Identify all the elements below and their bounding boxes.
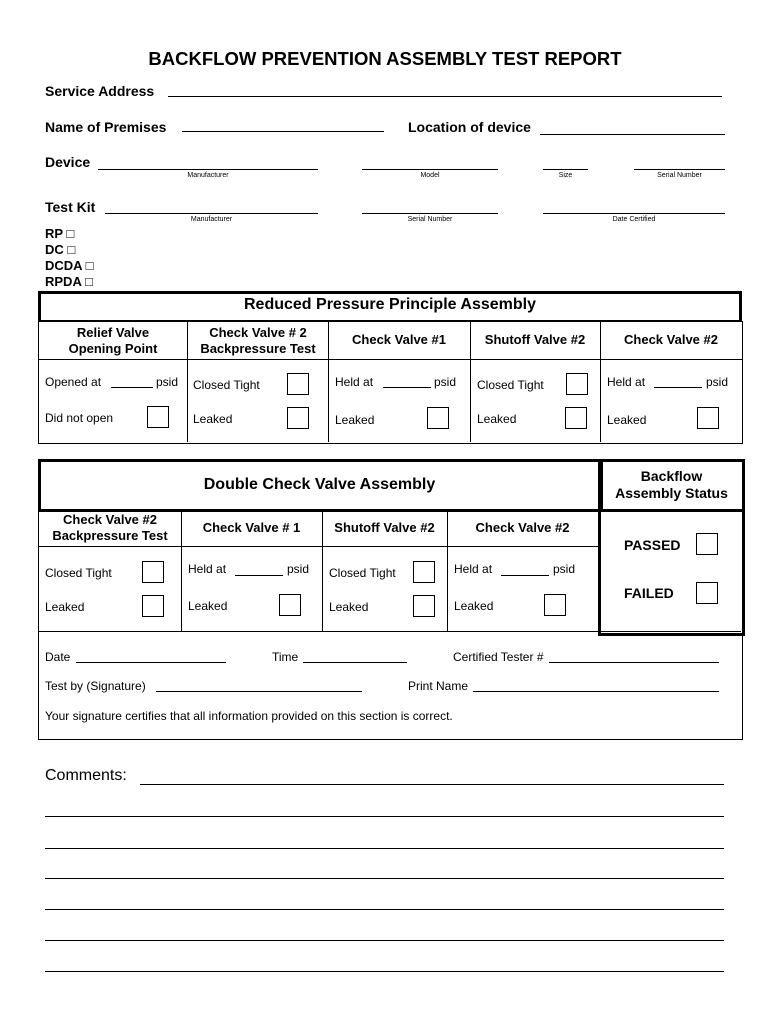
dc-cv2-closed-tight-label: Closed Tight — [45, 566, 112, 580]
dc-cv2-closed-tight-checkbox[interactable] — [142, 561, 164, 583]
rp-cv2-held-at-label: Held at — [607, 375, 646, 389]
rp-cv1-held-at-field[interactable] — [383, 387, 431, 388]
dc-cv1-leaked-checkbox[interactable] — [279, 594, 301, 616]
location-of-device-label: Location of device — [408, 119, 531, 135]
test-kit-label: Test Kit — [45, 199, 96, 215]
rp-cv2-leaked-label: Leaked — [193, 412, 233, 426]
passed-checkbox[interactable] — [696, 533, 718, 555]
rp-col1-header — [38, 325, 188, 357]
device-manufacturer-caption: Manufacturer — [187, 172, 229, 179]
certified-tester-field[interactable] — [549, 662, 719, 663]
status-title-line1: Backflow — [640, 468, 703, 484]
device-manufacturer-field[interactable] — [98, 169, 318, 170]
dc-cv2b-held-at-label: Held at — [454, 562, 493, 576]
rp-col4-header: Shutoff Valve #2 — [484, 332, 586, 347]
rp-col2-header-line2: Backpressure Test — [200, 341, 316, 356]
type-dc-checkbox[interactable]: DC □ — [45, 242, 76, 257]
dc-title: Double Check Valve Assembly — [203, 476, 436, 493]
dc-sv2-leaked-label: Leaked — [329, 600, 369, 614]
print-name-label: Print Name — [408, 679, 469, 693]
comments-line[interactable] — [45, 816, 724, 817]
rp-header-divider — [38, 359, 742, 360]
dc-cv2b-leaked-label: Leaked — [454, 599, 494, 613]
test-kit-manufacturer-caption: Manufacturer — [190, 216, 233, 223]
dc-col4-header: Check Valve #2 — [475, 520, 570, 535]
type-dcda-checkbox[interactable]: DCDA □ — [45, 258, 94, 273]
page-title: BACKFLOW PREVENTION ASSEMBLY TEST REPORT — [148, 48, 622, 69]
device-model-caption: Model — [420, 172, 440, 179]
rp-col2-header-line1: Check Valve # 2 — [209, 325, 307, 340]
test-kit-manufacturer-field[interactable] — [105, 213, 318, 214]
comments-line[interactable] — [140, 784, 724, 785]
dc-cv2-leaked-checkbox[interactable] — [142, 595, 164, 617]
rp-col1-header-line1: Relief Valve — [76, 325, 150, 340]
certified-tester-label: Certified Tester # — [453, 650, 544, 664]
dc-sv2-closed-tight-label: Closed Tight — [329, 566, 396, 580]
date-field[interactable] — [76, 662, 226, 663]
status-title — [598, 468, 745, 502]
comments-line[interactable] — [45, 909, 724, 910]
time-field[interactable] — [303, 662, 407, 663]
test-kit-serial-field[interactable] — [362, 213, 498, 214]
test-kit-date-caption: Date Certified — [612, 216, 656, 223]
comments-label: Comments: — [45, 767, 127, 784]
rp-cv1-leaked-checkbox[interactable] — [427, 407, 449, 429]
test-by-label: Test by (Signature) — [45, 679, 146, 693]
date-label: Date — [45, 650, 71, 664]
rp-opened-at-label: Opened at — [45, 375, 102, 389]
rp-sv2-leaked-checkbox[interactable] — [565, 407, 587, 429]
comments-line[interactable] — [45, 878, 724, 879]
rp-cv1-held-at-label: Held at — [335, 375, 374, 389]
status-title-line2: Assembly Status — [615, 485, 728, 501]
type-rpda-checkbox[interactable]: RPDA □ — [45, 274, 93, 289]
dc-sv2-leaked-checkbox[interactable] — [413, 595, 435, 617]
rp-sv2-leaked-label: Leaked — [477, 412, 517, 426]
rp-opened-at-unit: psid — [156, 375, 179, 389]
type-rp-checkbox[interactable]: RP □ — [45, 226, 75, 241]
dc-col1-header-line2: Backpressure Test — [52, 528, 168, 543]
failed-checkbox[interactable] — [696, 582, 718, 604]
service-address-label: Service Address — [45, 83, 155, 99]
device-serial-field[interactable] — [634, 169, 725, 170]
comments-line[interactable] — [45, 848, 724, 849]
passed-label: PASSED — [624, 537, 681, 553]
dc-header-divider — [38, 546, 598, 547]
rp-title: Reduced Pressure Principle Assembly — [244, 296, 536, 313]
service-address-field[interactable] — [168, 96, 722, 97]
rp-cv1-held-at-unit: psid — [434, 375, 457, 389]
rp-cv2-held-at-unit: psid — [706, 375, 729, 389]
test-by-signature-field[interactable] — [156, 691, 362, 692]
dc-cv2b-leaked-checkbox[interactable] — [544, 594, 566, 616]
dc-cv2b-held-at-unit: psid — [553, 562, 576, 576]
rp-cv2-leaked-checkbox[interactable] — [287, 407, 309, 429]
rp-cv2-closed-tight-label: Closed Tight — [193, 378, 260, 392]
rp-cv2-held-at-field[interactable] — [654, 387, 702, 388]
test-kit-date-field[interactable] — [543, 213, 725, 214]
name-of-premises-label: Name of Premises — [45, 119, 167, 135]
device-label: Device — [45, 154, 91, 170]
location-of-device-field[interactable] — [540, 134, 725, 135]
test-kit-serial-caption: Serial Number — [407, 216, 453, 223]
dc-cv1-leaked-label: Leaked — [188, 599, 228, 613]
name-of-premises-field[interactable] — [182, 131, 384, 132]
device-size-field[interactable] — [543, 169, 588, 170]
comments-line[interactable] — [45, 971, 724, 972]
dc-col1-header-line1: Check Valve #2 — [63, 512, 157, 527]
rp-cv1-leaked-label: Leaked — [335, 413, 375, 427]
dc-col3-header: Shutoff Valve #2 — [334, 520, 435, 535]
dc-cv2-leaked-label: Leaked — [45, 600, 85, 614]
rp-col5-header: Check Valve #2 — [624, 332, 718, 347]
dc-sv2-closed-tight-checkbox[interactable] — [413, 561, 435, 583]
print-name-field[interactable] — [473, 691, 719, 692]
rp-col3-header: Check Valve #1 — [352, 332, 446, 347]
dc-cv1-held-at-unit: psid — [287, 562, 310, 576]
device-serial-caption: Serial Number — [657, 172, 702, 179]
rp-col1-header-line2: Opening Point — [68, 341, 158, 356]
dc-bottom-divider — [38, 631, 741, 632]
rp-sv2-closed-tight-label: Closed Tight — [477, 378, 544, 392]
dc-cv2b-held-at-field[interactable] — [501, 575, 549, 576]
rp-opened-at-field[interactable] — [111, 387, 153, 388]
rp-cv2b-leaked-label: Leaked — [607, 413, 647, 427]
rp-sv2-closed-tight-checkbox[interactable] — [566, 373, 588, 395]
time-label: Time — [272, 650, 299, 664]
device-size-caption: Size — [558, 172, 573, 179]
dc-col1-header — [38, 512, 182, 544]
rp-cv2-closed-tight-checkbox[interactable] — [287, 373, 309, 395]
failed-label: FAILED — [624, 585, 674, 601]
certify-text: Your signature certifies that all information provided on this section is correct. — [45, 709, 453, 723]
rp-cv2b-leaked-checkbox[interactable] — [697, 407, 719, 429]
rp-did-not-open-checkbox[interactable] — [147, 406, 169, 428]
comments-line[interactable] — [45, 940, 724, 941]
dc-cv1-held-at-field[interactable] — [235, 575, 283, 576]
dc-col2-header: Check Valve # 1 — [202, 520, 301, 535]
status-box — [598, 509, 745, 636]
dc-cv1-held-at-label: Held at — [188, 562, 227, 576]
rp-did-not-open-label: Did not open — [45, 411, 114, 425]
rp-col2-header — [187, 325, 329, 357]
device-model-field[interactable] — [362, 169, 498, 170]
